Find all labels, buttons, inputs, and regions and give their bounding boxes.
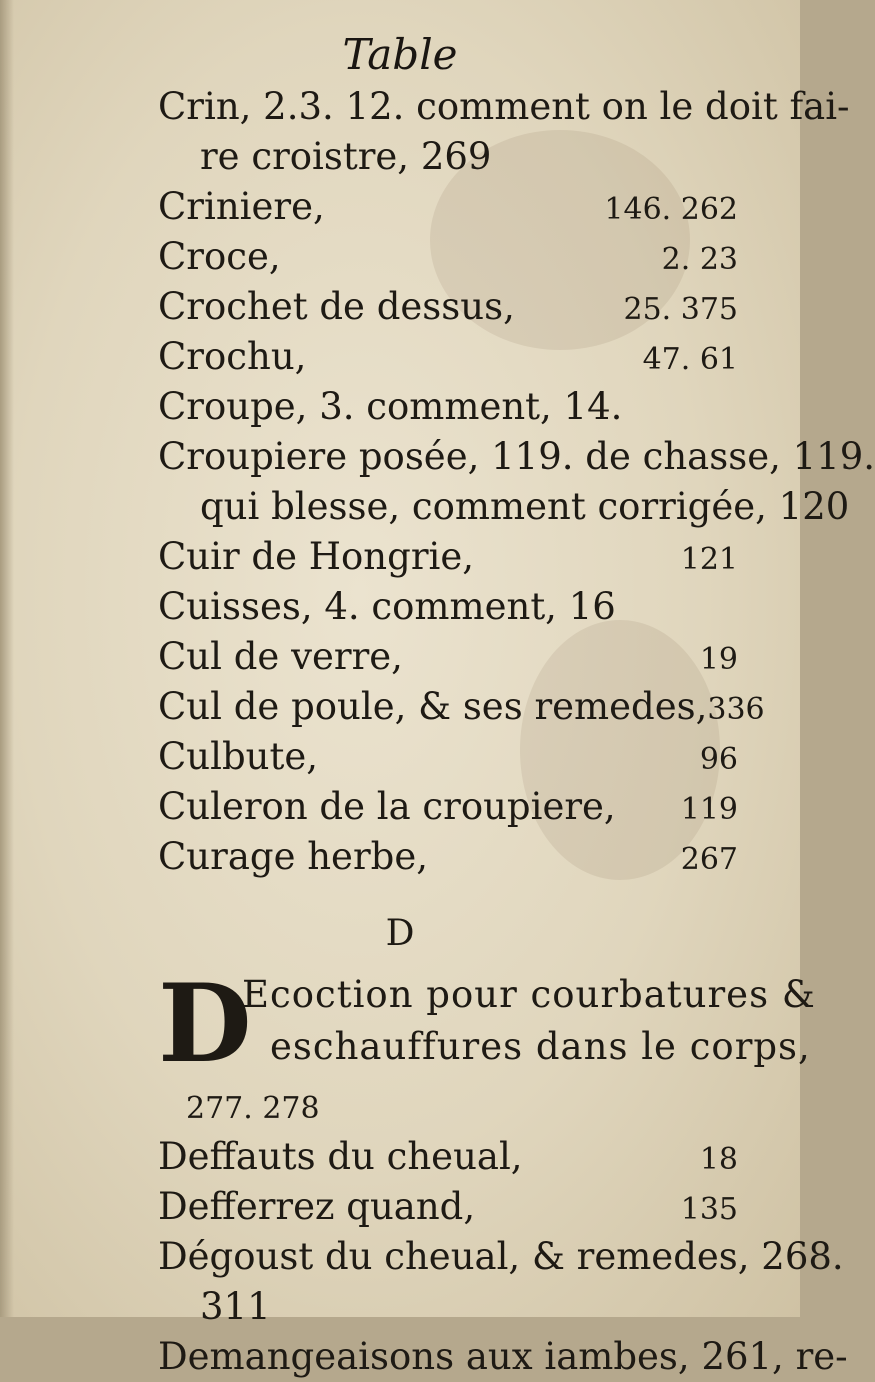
index-entry-page-ref: 135: [680, 1192, 738, 1227]
index-entry: [158, 782, 738, 832]
index-entry: [158, 82, 850, 132]
index-entry-term: Cul de verre,: [158, 635, 403, 678]
index-entry-page-ref: 267: [680, 842, 738, 877]
dropcap-entry: [158, 961, 816, 1087]
index-entry: [158, 632, 738, 682]
dropcap-line-3: 277. 278: [186, 1091, 320, 1126]
index-entry: [158, 1182, 738, 1232]
index-entry: [158, 1132, 738, 1182]
index-entry-page-ref: 2. 23: [661, 242, 738, 277]
index-entry-term: Croce,: [158, 235, 281, 278]
index-entry-term: Crochet de dessus,: [158, 285, 515, 328]
drop-capital: D: [158, 961, 252, 1087]
index-entry: [158, 682, 765, 732]
index-entry: [158, 582, 738, 632]
index-entry-page-ref: 121: [680, 542, 738, 577]
index-entry-term: Curage herbe,: [158, 835, 428, 878]
index-entry: [158, 432, 875, 482]
entries-d-section: [158, 1132, 848, 1382]
index-entry-continuation: 311: [200, 1285, 271, 1328]
index-entry-page-ref: 19: [699, 642, 738, 677]
index-entry-term: Crin, 2.3. 12. comment on le doit fai-: [158, 85, 850, 128]
index-entry-term: Criniere,: [158, 185, 325, 228]
index-entry-term: Croupe, 3. comment, 14.: [158, 385, 623, 428]
index-entry-continuation: re croistre, 269: [200, 135, 492, 178]
index-entry-continuation: qui blesse, comment corrigée, 120: [200, 485, 850, 528]
index-entry: [158, 732, 738, 782]
index-entry-page-ref: 336: [707, 692, 765, 727]
index-entry-page-ref: 25. 375: [623, 292, 738, 327]
dropcap-line-2: eschauffures dans le corps,: [270, 1025, 811, 1068]
section-letter-heading: D: [385, 913, 415, 954]
index-entry: [158, 382, 738, 432]
index-entry-page-ref: 47. 61: [642, 342, 738, 377]
index-entry-term: Cuir de Hongrie,: [158, 535, 474, 578]
index-entry: [158, 332, 738, 382]
index-entry-term: Defferrez quand,: [158, 1185, 476, 1228]
index-entry: [158, 232, 738, 282]
index-entry-term: Culbute,: [158, 735, 319, 778]
index-entry-page-ref: 96: [699, 742, 738, 777]
index-entry: [158, 182, 738, 232]
index-entry-page-ref: 146. 262: [604, 192, 738, 227]
index-entry-page-ref: 18: [699, 1142, 738, 1177]
index-entry-term: Dégoust du cheual, & remedes, 268.: [158, 1235, 844, 1278]
index-entry: [158, 1332, 848, 1382]
dropcap-line-1: Ecoction pour courbatures &: [242, 973, 816, 1016]
index-entry: [158, 832, 738, 882]
index-entry: [158, 282, 738, 332]
index-entry-term: Deffauts du cheual,: [158, 1135, 523, 1178]
index-entry-term: Crochu,: [158, 335, 307, 378]
index-entry-term: Culeron de la croupiere,: [158, 785, 616, 828]
index-entries: [158, 82, 875, 1382]
index-entry-term: Croupiere posée, 119. de chasse, 119.: [158, 435, 875, 478]
entries-c-section: [158, 82, 875, 882]
index-entry: [158, 1232, 844, 1282]
running-head: Table: [342, 30, 458, 79]
index-entry-term: Cul de poule, & ses remedes,: [158, 685, 708, 728]
index-entry-term: Cuisses, 4. comment, 16: [158, 585, 616, 628]
index-entry: [158, 532, 738, 582]
index-entry-page-ref: 119: [680, 792, 738, 827]
index-entry-term: Demangeaisons aux iambes, 261, re-: [158, 1335, 848, 1378]
